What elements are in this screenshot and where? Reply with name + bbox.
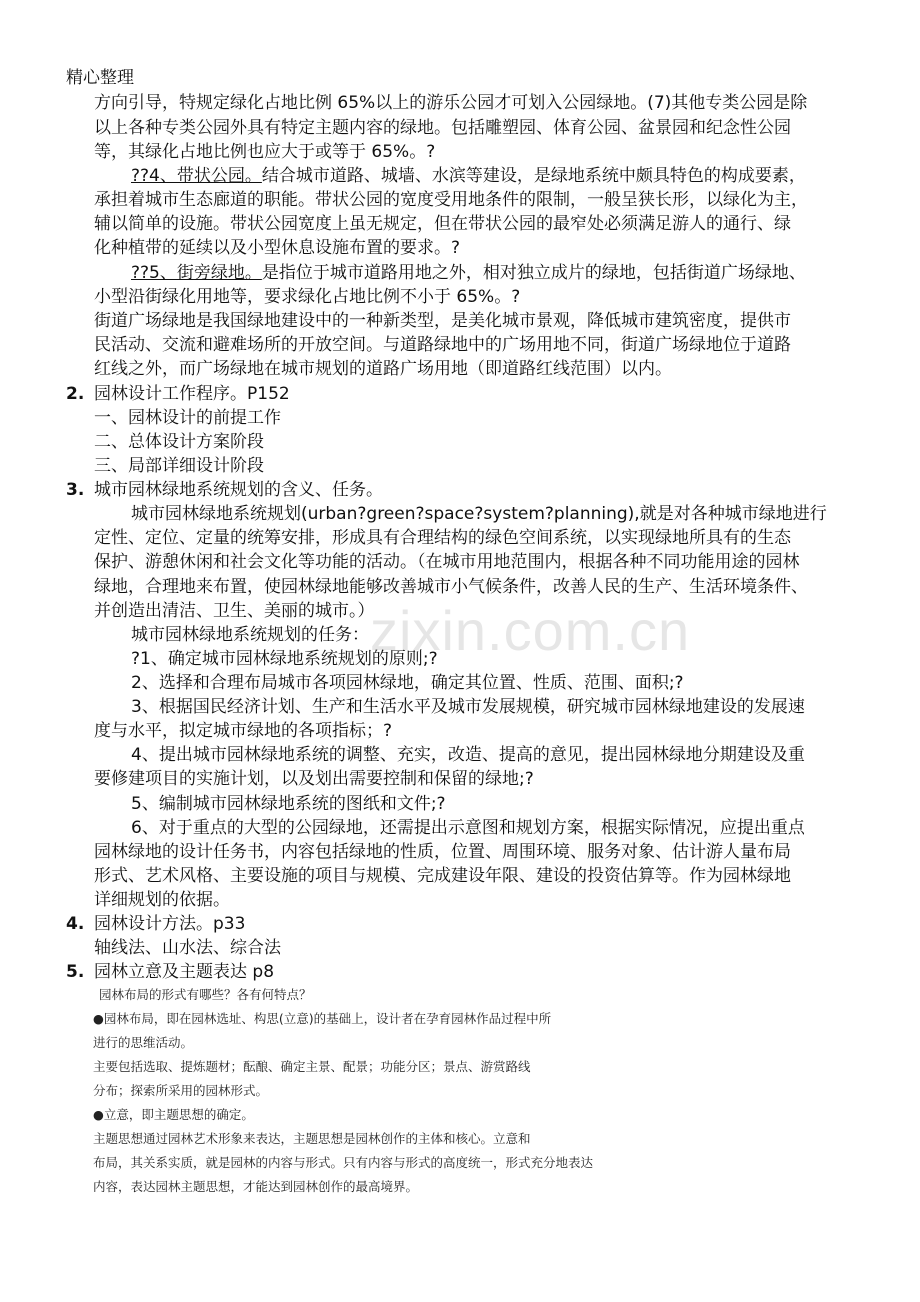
task-item: 园林绿地的设计任务书，内容包括绿地的性质，位置、周围环境、服务对象、估计游人量布局 bbox=[94, 842, 791, 862]
section-title: 城市园林绿地系统规划的含义、任务。 bbox=[94, 480, 383, 500]
paragraph-line: 方向引导，特规定绿化占地比例 65%以上的游乐公园才可划入公园绿地。(7)其他专类公园是除 bbox=[94, 93, 808, 113]
task-item: 3、根据国民经济计划、生产和生活水平及城市发展规模，研究城市园林绿地建设的发展速 bbox=[131, 697, 805, 717]
paragraph-line: 承担着城市生态廊道的职能。带状公园的宽度受用地条件的限制，一般呈狭长形，以绿化为主， bbox=[94, 190, 808, 210]
heading-street-green: ??5、街旁绿地。 bbox=[131, 263, 262, 283]
small-text-line: ●立意，即主题思想的确定。 bbox=[93, 1107, 254, 1122]
paragraph-line: ??5、街旁绿地。是指位于城市道路用地之外，相对独立成片的绿地，包括街道广场绿地、 bbox=[131, 263, 806, 283]
paragraph-line: 民活动、交流和避难场所的开放空间。与道路绿地中的广场用地不同，街道广场绿地位于道路 bbox=[94, 335, 791, 355]
page-header-title: 精心整理 bbox=[66, 68, 134, 88]
paragraph-line: 城市园林绿地系统规划的任务： bbox=[131, 625, 369, 645]
task-item: 形式、艺术风格、主要设施的项目与规模、完成建设年限、建设的投资估算等。作为园林绿地 bbox=[94, 866, 791, 886]
paragraph-line: 城市园林绿地系统规划(urban?green?space?system?planning),就是对各种城市绿地进行 bbox=[131, 504, 827, 524]
task-item: 度与水平，拟定城市绿地的各项指标；? bbox=[94, 721, 393, 741]
paragraph-line: 以上各种专类公园外具有特定主题内容的绿地。包括雕塑园、体育公园、盆景园和纪念性公园 bbox=[94, 118, 791, 138]
section-number: 3. bbox=[66, 480, 85, 500]
paragraph-line: 保护、游憩休闲和社会文化等功能的活动。（在城市用地范围内，根据各种不同功能用途的园林 bbox=[94, 552, 800, 572]
task-item: ?1、确定城市园林绿地系统规划的原则;? bbox=[131, 649, 438, 669]
small-text-line: 园林布局的形式有哪些？各有何特点？ bbox=[99, 987, 312, 1002]
small-text-line: 主题思想通过园林艺术形象来表达，主题思想是园林创作的主体和核心。立意和 bbox=[93, 1131, 531, 1146]
small-text-line: 内容，表达园林主题思想，才能达到园林创作的最高境界。 bbox=[93, 1179, 419, 1194]
task-item: 5、编制城市园林绿地系统的图纸和文件;? bbox=[131, 794, 446, 814]
paragraph-line: 街道广场绿地是我国绿地建设中的一种新类型，是美化城市景观，降低城市建筑密度，提供市 bbox=[94, 311, 791, 331]
task-item: 4、提出城市园林绿地系统的调整、充实，改造、提高的意见，提出园林绿地分期建设及重 bbox=[131, 745, 805, 765]
heading-belt-park: ??4、带状公园。 bbox=[131, 166, 262, 186]
task-item: 详细规划的依据。 bbox=[94, 890, 230, 910]
paragraph-line: 小型沿街绿化用地等，要求绿化占地比例不小于 65%。? bbox=[94, 287, 521, 307]
task-item: 要修建项目的实施计划，以及划出需要控制和保留的绿地;? bbox=[94, 769, 534, 789]
small-text-line: 布局，其关系实质，就是园林的内容与形式。只有内容与形式的高度统一，形式充分地表达 bbox=[93, 1155, 594, 1170]
paragraph-line: 并创造出清洁、卫生、美丽的城市。） bbox=[94, 601, 375, 621]
paragraph-line: 化种植带的延续以及小型休息设施布置的要求。? bbox=[94, 238, 461, 258]
small-text-line: ●园林布局，即在园林选址、构思(立意)的基础上，设计者在孕育园林作品过程中所 bbox=[93, 1011, 552, 1026]
small-text-line: 分布；探索所采用的园林形式。 bbox=[93, 1083, 269, 1098]
paragraph-line: 等，其绿化占地比例也应大于或等于 65%。? bbox=[94, 142, 436, 162]
paragraph-line: 定性、定位、定量的统筹安排，形成具有合理结构的绿色空间系统，以实现绿地所具有的生态 bbox=[94, 528, 791, 548]
list-item: 一、园林设计的前提工作 bbox=[94, 408, 281, 428]
section-number: 2. bbox=[66, 384, 85, 404]
section-title: 园林设计方法。p33 bbox=[94, 914, 246, 934]
section-title: 园林立意及主题表达 p8 bbox=[94, 962, 275, 982]
paragraph-line: 辅以简单的设施。带状公园宽度上虽无规定，但在带状公园的最窄处必须满足游人的通行、绿 bbox=[94, 214, 791, 234]
list-item: 二、总体设计方案阶段 bbox=[94, 432, 264, 452]
section-number: 4. bbox=[66, 914, 85, 934]
list-item: 三、局部详细设计阶段 bbox=[94, 456, 264, 476]
section-title: 园林设计工作程序。P152 bbox=[94, 384, 290, 404]
task-item: 6、对于重点的大型的公园绿地，还需提出示意图和规划方案，根据实际情况，应提出重点 bbox=[131, 818, 805, 838]
paragraph-line: 红线之外，而广场绿地在城市规划的道路广场用地（即道路红线范围）以内。 bbox=[94, 359, 672, 379]
paragraph-line: ??4、带状公园。结合城市道路、城墙、水滨等建设，是绿地系统中颇具特色的构成要素， bbox=[131, 166, 806, 186]
small-text-line: 主要包括选取、提炼题材；酝酿、确定主景、配景；功能分区；景点、游赏路线 bbox=[93, 1059, 531, 1074]
section-number: 5. bbox=[66, 962, 85, 982]
small-text-line: 进行的思维活动。 bbox=[93, 1035, 194, 1050]
watermark: zixin.com.cn bbox=[370, 599, 691, 662]
paragraph-line: 绿地，合理地来布置，使园林绿地能够改善城市小气候条件，改善人民的生产、生活环境条件、 bbox=[94, 577, 808, 597]
task-item: 2、选择和合理布局城市各项园林绿地，确定其位置、性质、范围、面积;? bbox=[131, 673, 684, 693]
list-item: 轴线法、山水法、综合法 bbox=[94, 938, 281, 958]
